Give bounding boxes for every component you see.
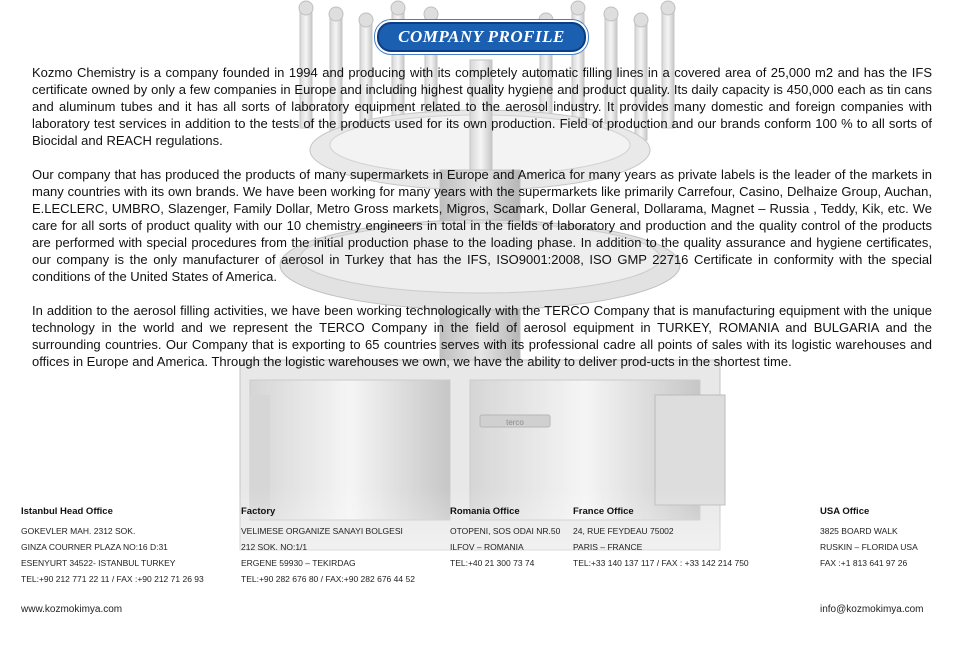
office-line: VELIMESE ORGANIZE SANAYI BOLGESI: [241, 526, 403, 536]
office-addresses: [21, 506, 941, 586]
office-line: RUSKIN – FLORIDA USA: [820, 542, 918, 552]
office-title: Factory: [241, 506, 276, 517]
office-istanbul: [21, 506, 204, 587]
office-line: FAX :+1 813 641 97 26: [820, 558, 908, 568]
office-title: USA Office: [820, 506, 870, 517]
office-line: 212 SOK. NO:1/1: [241, 542, 308, 552]
office-line: 24, RUE FEYDEAU 75002: [573, 526, 674, 536]
office-line: ERGENE 59930 – TEKIRDAG: [241, 558, 356, 568]
office-factory: [241, 506, 415, 587]
office-romania: [450, 506, 560, 571]
office-usa: [820, 506, 918, 571]
office-line: 3825 BOARD WALK: [820, 526, 898, 536]
office-line: TEL:+90 282 676 80 / FAX:+90 282 676 44 52: [241, 574, 415, 584]
page-title: COMPANY PROFILE: [398, 27, 565, 46]
paragraph-terco: In addition to the aerosol filling activities, we have been working technologically with the TERCO Company that is manufacturing equipment with the unique technology in the world and we represent the TERCO Company in the field of aerosol equipment in TURKEY, ROMANIA and BULGARIA and the surrounding countries. Our Company that is exporting to 65 countries serves with its professional cadre all points of sales with its logistic warehouses and offices in Europe and America. Through the logistic warehouses we own, we have the ability to deliver prod-ucts in the shortest time.: [32, 303, 932, 369]
profile-text: [32, 64, 932, 387]
office-line: PARIS – FRANCE: [573, 542, 643, 552]
office-title: Istanbul Head Office: [21, 506, 113, 517]
office-line: TEL:+40 21 300 73 74: [450, 558, 535, 568]
office-line: TEL:+90 212 771 22 11 / FAX :+90 212 71 26 93: [21, 574, 204, 584]
office-title: Romania Office: [450, 506, 520, 517]
office-line: TEL:+33 140 137 117 / FAX : +33 142 214 750: [573, 558, 749, 568]
paragraph-private-labels: Our company that has produced the products of many supermarkets in Europe and America for many years as private labels is the leader of the markets in many countries with its own brands. We have been working for many years with the supermarkets like primarily Carrefour, Casino, Delhaize Group, Auchan, E.LECLERC, UMBRO, Slazenger, Family Dollar, Metro Gross markets, Migros, Scamark, Dollar General, Dollarama, Magnet – Russia , Teddy, Kik, etc. We care for all sorts of product quality with our 10 chemistry engineers in total in the fields of laboratory and production and the quality control of the products are performed with special procedures from the initial production phase to the loading phase. In addition to the quality assurance and hygiene certificates, our company is the only manufacturer of aerosol in Turkey that has the IFS, ISO9001:2008, ISO GMP 22716 Certificate in conformity with the special conditions of the United States of America.: [32, 167, 932, 284]
office-france: [573, 506, 749, 571]
paragraph-intro: Kozmo Chemistry is a company founded in 1994 and producing with its completely automatic filling lines in a covered area of 25,000 m2 and has the IFS certificate owned by only a few companies in Europe and including highest quality hygiene and product quality. Its daily capacity is 450,000 each as tin cans and aluminum tubes and it has all sorts of laboratory equipment related to the aerosol industry. It provides many domestic and foreign companies with laboratory test services in addition to the tests of the products used for its own production. Field of production and our brands conform 100 % to all sorts of Biocidal and REACH regulations.: [32, 65, 932, 148]
website-link[interactable]: www.kozmokimya.com: [21, 604, 123, 615]
office-title: France Office: [573, 506, 634, 517]
office-line: GINZA COURNER PLAZA NO:16 D:31: [21, 542, 168, 552]
office-line: ILFOV – ROMANIA: [450, 542, 524, 552]
office-line: ESENYURT 34522- ISTANBUL TURKEY: [21, 558, 176, 568]
office-line: GOKEVLER MAH. 2312 SOK.: [21, 526, 136, 536]
email-link[interactable]: info@kozmokimya.com: [820, 604, 924, 615]
office-line: OTOPENI, SOS ODAI NR.50: [450, 526, 561, 536]
company-profile-banner: [377, 22, 586, 52]
